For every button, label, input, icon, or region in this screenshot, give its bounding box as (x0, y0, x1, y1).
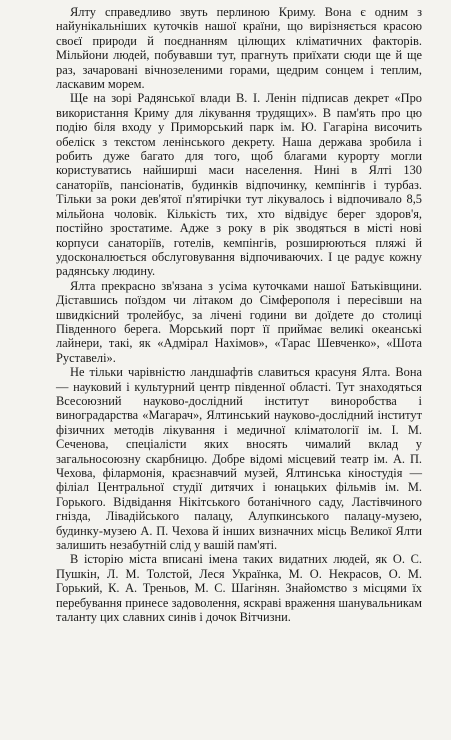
paragraph-history: В історію міста вписані імена таких видатних людей, як О. С. Пушкін, Л. М. Толстой, Леся Українка, М. О. Некрасов, О. М. Горький, К. А. Треньов, М. С. Шагінян. Знайомство з місцями їх перебування принесе задоволення, яскраві враження шанувальникам таланту цих славних синів і дочок Вітчизни. (56, 552, 422, 625)
paragraph-intro: Ялту справедливо звуть перлиною Криму. Вона є одним з найунікальніших куточків нашої країни, що вирізняється красою своєї природи й поєднанням цілющих кліматичних факторів. Мільйони людей, побувавши тут, прагнуть приїхати сюди ще й ще раз, зачаровані вічнозеленими горами, щедрим сонцем і теплим, ласкавим морем. (56, 5, 422, 92)
paragraph-culture: Не тільки чарівністю ландшафтів славиться красуня Ялта. Вона — науковий і культурний центр південної області. Тут знаходяться Всесоюзний науково-дослідний інститут виноробства і виноградарства «Магарач», Ялтинський науково-дослідний інститут фізичних методів лікування і медичної кліматології ім. І. М. Сеченова, спеціалісти яких вносять чималий вклад у загальносоюзну скарбницю. Добре відомі місцевий театр ім. А. П. Чехова, філармонія, краєзнавчий музей, Ялтинська кіностудія — філіал Центральної студії дитячих і юнацьких фільмів ім. М. Горького. Відвідання Нікітського ботанічного саду, Ластівчиного гнізда, Лівадійського палацу, Алупкинського палацу-музею, будинку-музею А. П. Чехова й інших визначних місць Великої Ялти залишить незабутній слід у вашій пам'яті. (56, 365, 422, 553)
paragraph-transport: Ялта прекрасно зв'язана з усіма куточками нашої Батьківщини. Діставшись поїздом чи літаком до Сімферополя і пересівши на швидкісний тролейбус, за лічені години ви доїдете до столиці Південного берега. Морський порт її приймає великі океанські лайнери, такі, як «Адмірал Нахімов», «Тарас Шевченко», «Шота Руставелі». (56, 278, 422, 365)
paragraph-lenin-decree: Ще на зорі Радянської влади В. І. Ленін підписав декрет «Про використання Криму для лікування трудящих». В пам'ять про цю подію біля входу у Приморський парк ім. Ю. Гагаріна височить обеліск з текстом ленінського декрету. Наша держава зробила і робить дуже багато для того, щоб благами курорту могли користуватись найширші маси населення. Нині в Ялті 130 санаторіїв, пансіонатів, будинків відпочинку, кемпінгів і турбаз. Тільки за роки дев'ятої п'ятирічки тут лікувалось і відпочивало 8,5 мільйона чоловік. Кількість тих, хто відвідує берег здоров'я, постійно зростатиме. Адже з року в рік зводяться в місті нові корпуси санаторіїв, готелів, кемпінгів, розширюються пляжі й удосконалюється обслуговування відпочиваючих. І це радує кожну радянську людину. (56, 91, 422, 279)
document-page (56, 5, 422, 624)
